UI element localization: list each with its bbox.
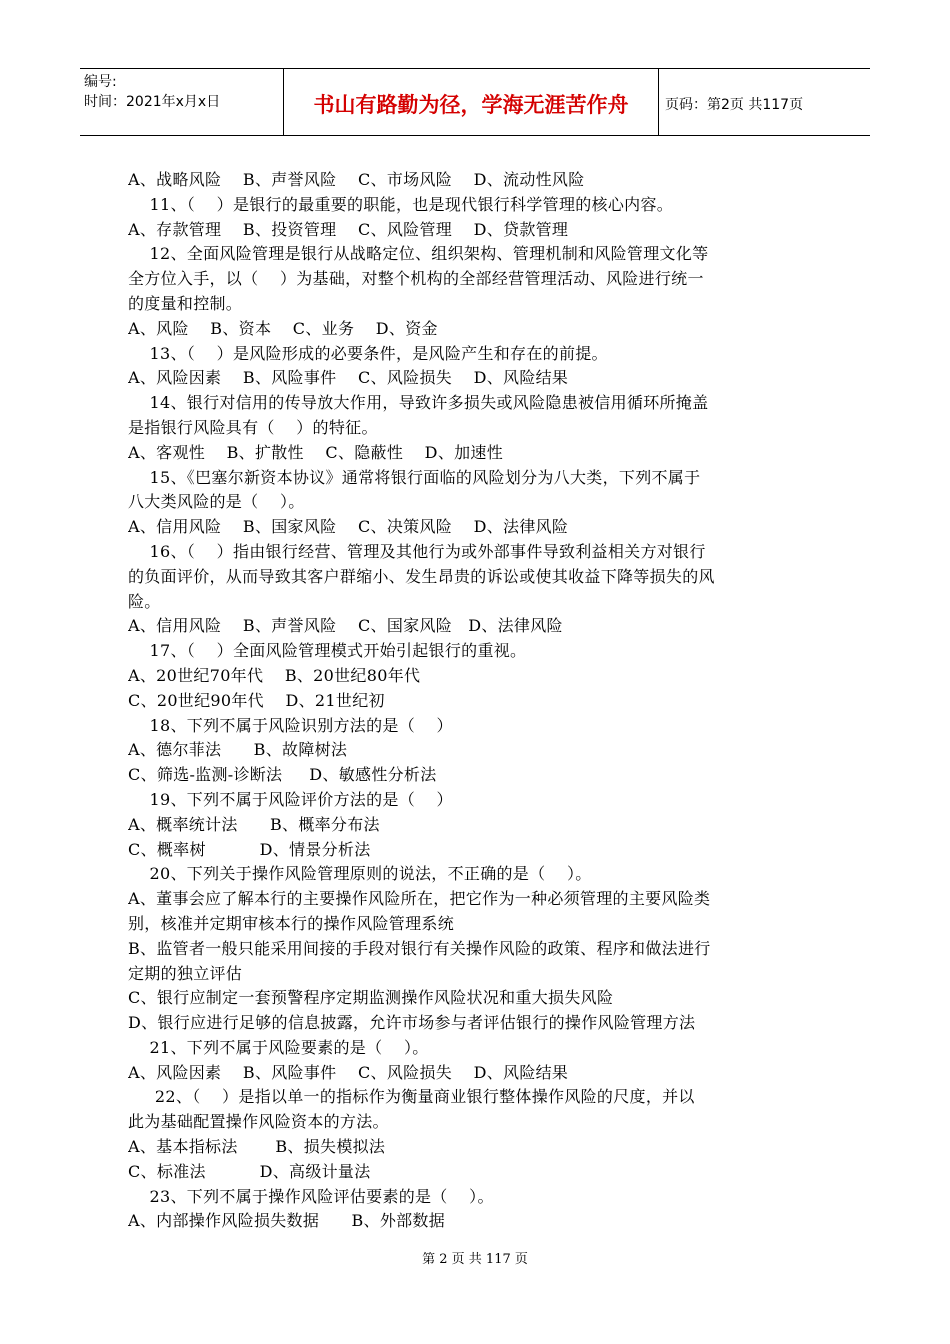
text-line: 是指银行风险具有（ ）的特征。 <box>128 417 378 437</box>
text-line: C、银行应制定一套预警程序定期监测操作风险状况和重大损失风险 <box>128 988 614 1008</box>
page-footer: 第 2 页 共 117 页 <box>422 1252 528 1267</box>
text-line: A、董事会应了解本行的主要操作风险所在，把它作为一种必须管理的主要风险类 <box>128 889 711 909</box>
text-line: A、信用风险 B、声誉风险 C、国家风险 D、法律风险 <box>128 616 563 636</box>
text-line: 的度量和控制。 <box>128 293 243 313</box>
text-line: 11、（ ）是银行的最重要的职能，也是现代银行科学管理的核心内容。 <box>128 194 674 214</box>
page-header <box>80 68 870 136</box>
text-line: A、基本指标法 B、损失模拟法 <box>128 1137 386 1157</box>
text-line: D、银行应进行足够的信息披露，允许市场参与者评估银行的操作风险管理方法 <box>128 1013 696 1033</box>
text-line: 的负面评价，从而导致其客户群缩小、发生昂贵的诉讼或使其收益下降等损失的风 <box>128 566 715 586</box>
text-line: A、风险因素 B、风险事件 C、风险损失 D、风险结果 <box>128 368 569 388</box>
text-line: 13、（ ）是风险形成的必要条件，是风险产生和存在的前提。 <box>128 343 608 363</box>
header-motto: 书山有路勤为径，学海无涯苦作舟 <box>283 69 659 135</box>
text-line: A、存款管理 B、投资管理 C、风险管理 D、贷款管理 <box>128 219 569 239</box>
text-line: A、客观性 B、扩散性 C、隐蔽性 D、加速性 <box>128 442 504 462</box>
text-line: C、概率树 D、情景分析法 <box>128 839 371 859</box>
text-line: C、20世纪90年代 D、21世纪初 <box>128 690 385 710</box>
text-line: A、20世纪70年代 B、20世纪80年代 <box>128 665 421 685</box>
text-line: 别，核准并定期审核本行的操作风险管理系统 <box>128 913 455 933</box>
text-line: 此为基础配置操作风险资本的方法。 <box>128 1112 389 1132</box>
text-line: A、风险 B、资本 C、业务 D、资金 <box>128 318 438 338</box>
text-line: 19、下列不属于风险评价方法的是（ ） <box>128 789 453 809</box>
text-line: 17、（ ）全面风险管理模式开始引起银行的重视。 <box>128 641 527 661</box>
header-time-label: 时间：2021年x月x日 <box>84 94 221 110</box>
text-line: 18、下列不属于风险识别方法的是（ ） <box>128 715 453 735</box>
text-line: 定期的独立评估 <box>128 963 243 983</box>
text-line: 22、（ ）是指以单一的指标作为衡量商业银行整体操作风险的尺度，并以 <box>128 1087 695 1107</box>
text-line: B、监管者一般只能采用间接的手段对银行有关操作风险的政策、程序和做法进行 <box>128 938 711 958</box>
document-body <box>128 168 828 1234</box>
text-line: 16、（ ）指由银行经营、管理及其他行为或外部事件导致利益相关方对银行 <box>128 541 706 561</box>
header-meta <box>80 69 283 135</box>
text-line: 全方位入手，以（ ）为基础，对整个机构的全部经营管理活动、风险进行统一 <box>128 269 704 289</box>
text-line: A、风险因素 B、风险事件 C、风险损失 D、风险结果 <box>128 1062 569 1082</box>
text-line: A、信用风险 B、国家风险 C、决策风险 D、法律风险 <box>128 517 569 537</box>
text-line: 20、下列关于操作风险管理原则的说法，不正确的是（ ）。 <box>128 864 592 884</box>
text-line: A、概率统计法 B、概率分布法 <box>128 814 380 834</box>
header-page-info: 页码：第2页 共117页 <box>665 97 804 113</box>
text-line: A、德尔菲法 B、故障树法 <box>128 740 348 760</box>
text-line: 15、《巴塞尔新资本协议》通常将银行面临的风险划分为八大类，下列不属于 <box>128 467 701 487</box>
text-line: 12、全面风险管理是银行从战略定位、组织架构、管理机制和风险管理文化等 <box>128 244 709 264</box>
text-line: 八大类风险的是（ ）。 <box>128 492 305 512</box>
text-line: A、内部操作风险损失数据 B、外部数据 <box>128 1211 446 1231</box>
text-line: 23、下列不属于操作风险评估要素的是（ ）。 <box>128 1186 494 1206</box>
header-number-label: 编号: <box>84 74 117 90</box>
text-line: 险。 <box>128 591 161 611</box>
text-line: A、战略风险 B、声誉风险 C、市场风险 D、流动性风险 <box>128 170 585 189</box>
text-line: 14、银行对信用的传导放大作用，导致许多损失或风险隐患被信用循环所掩盖 <box>128 393 709 413</box>
text-line: C、标准法 D、高级计量法 <box>128 1161 371 1181</box>
text-line: 21、下列不属于风险要素的是（ ）。 <box>128 1037 429 1057</box>
text-line: C、筛选-监测-诊断法 D、敏感性分析法 <box>128 765 437 785</box>
